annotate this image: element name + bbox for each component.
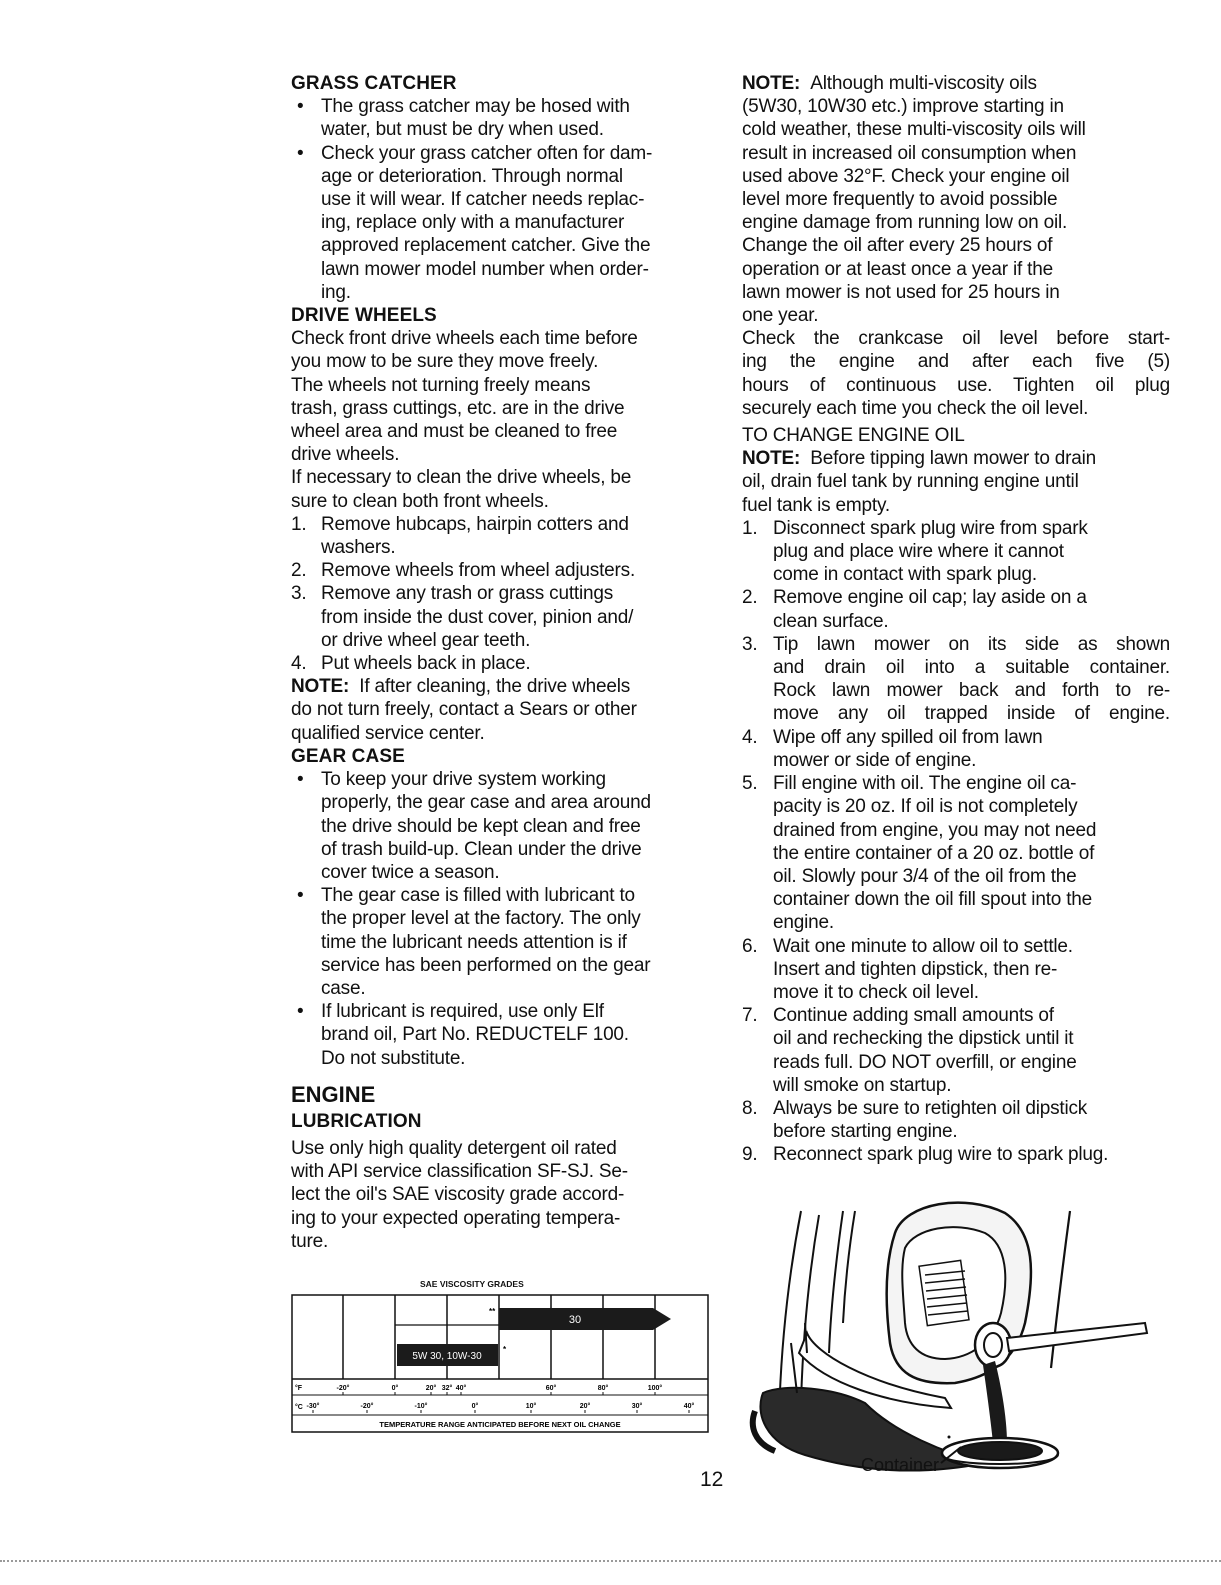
chart-footer: TEMPERATURE RANGE ANTICIPATED BEFORE NEXT OIL CHANGE xyxy=(379,1420,621,1429)
page-bottom-rule xyxy=(0,1560,1221,1562)
c-tick-label: 10° xyxy=(525,1403,537,1410)
text-line: Rock lawn mower back and forth to re- xyxy=(773,680,1170,702)
bar-30-mark: ** xyxy=(489,1307,496,1316)
text-line: Put wheels back in place. xyxy=(321,653,531,675)
text-line: The grass catcher may be hosed with xyxy=(321,96,630,118)
container-label: Container xyxy=(861,1455,940,1475)
text-line: If after cleaning, the drive wheels xyxy=(359,676,631,698)
bar-5w30-label: 5W 30, 10W-30 xyxy=(412,1351,482,1362)
list-item xyxy=(742,1143,1170,1166)
text-line: approved replacement catcher. Give the xyxy=(321,235,651,257)
text-line: time the lubricant needs attention is if xyxy=(321,931,627,953)
text-line: one year. xyxy=(742,305,819,327)
mower-drain-drawing xyxy=(745,1193,1165,1483)
text-line: come in contact with spark plug. xyxy=(773,564,1037,586)
left-column xyxy=(291,72,719,1253)
step-number: 4. xyxy=(291,653,307,675)
list-item xyxy=(742,935,1170,1005)
text-line: with API service classification SF-SJ. Se- xyxy=(291,1161,628,1183)
grass-catcher-bullets xyxy=(291,95,719,304)
list-item xyxy=(291,559,719,582)
text-line: age or deterioration. Through normal xyxy=(321,165,623,187)
text-line: Use only high quality detergent oil rated xyxy=(291,1137,617,1159)
bullet-icon: • xyxy=(297,885,304,907)
c-tick-label: -20° xyxy=(360,1403,374,1410)
text-line: ing the engine and after each five (5) xyxy=(742,351,1170,373)
text-line: securely each time you check the oil level. xyxy=(742,397,1089,419)
step-number: 1. xyxy=(291,513,307,535)
text-line: do not turn freely, contact a Sears or other xyxy=(291,699,637,721)
text-line: oil, drain fuel tank by running engine until xyxy=(742,471,1079,493)
f-tick-label: 32° xyxy=(441,1385,453,1392)
chart-title-text: SAE VISCOSITY GRADES xyxy=(420,1279,524,1289)
step-number: 6. xyxy=(742,935,758,957)
text-line: To keep your drive system working xyxy=(321,769,606,791)
text-line: hours of continuous use. Tighten oil plug xyxy=(742,374,1170,396)
text-line: Check your grass catcher often for dam- xyxy=(321,142,653,164)
bar-30 xyxy=(499,1308,671,1330)
text-line: will smoke on startup. xyxy=(773,1074,952,1096)
text-line: the proper level at the factory. The only xyxy=(321,908,641,930)
text-line: Before tipping lawn mower to drain xyxy=(810,448,1097,470)
list-item xyxy=(291,513,719,559)
text-line: The gear case is filled with lubricant to xyxy=(321,885,635,907)
note-label: NOTE: xyxy=(742,448,801,470)
text-line: use it will wear. If catcher needs replac- xyxy=(321,189,645,211)
text-line: Tip lawn mower on its side as shown xyxy=(773,633,1170,655)
text-line: oil and rechecking the dipstick until it xyxy=(773,1028,1074,1050)
text-line: (5W30, 10W30 etc.) improve starting in xyxy=(742,96,1064,118)
f-tick-label: 20° xyxy=(425,1385,437,1392)
text-line: reads full. DO NOT overfill, or engine xyxy=(773,1051,1077,1073)
step-number: 3. xyxy=(291,583,307,605)
text-line: drained from engine, you may not need xyxy=(773,819,1097,841)
text-line: result in increased oil consumption when xyxy=(742,142,1077,164)
list-item xyxy=(291,652,719,675)
change-oil-heading: TO CHANGE ENGINE OIL xyxy=(742,425,965,447)
text-line: you mow to be sure they move freely. xyxy=(291,351,599,373)
c-tick-label: -10° xyxy=(414,1403,428,1410)
text-line: oil. Slowly pour 3/4 of the oil from the xyxy=(773,865,1077,887)
text-line: qualified service center. xyxy=(291,722,485,744)
text-line: sure to clean both front wheels. xyxy=(291,490,549,512)
step-number: 5. xyxy=(742,773,758,795)
text-line: ing to your expected operating tempera- xyxy=(291,1207,621,1229)
text-line: case. xyxy=(321,977,366,999)
text-line: brand oil, Part No. REDUCTELF 100. xyxy=(321,1024,629,1046)
step-number: 4. xyxy=(742,726,758,748)
text-line: Although multi-viscosity oils xyxy=(810,73,1037,94)
text-line: ing. xyxy=(321,281,351,303)
text-line: Remove any trash or grass cuttings xyxy=(321,583,614,605)
text-line: Always be sure to retighten oil dipstick xyxy=(773,1097,1088,1119)
list-item xyxy=(742,586,1170,632)
text-line: Check the crankcase oil level before start- xyxy=(742,328,1170,350)
f-unit-label: °F xyxy=(295,1385,303,1392)
text-line: Check front drive wheels each time before xyxy=(291,328,638,350)
text-line: Wipe off any spilled oil from lawn xyxy=(773,726,1043,748)
engine-heading: ENGINE xyxy=(291,1081,376,1107)
text-line: service has been performed on the gear xyxy=(321,954,651,976)
text-line: Remove engine oil cap; lay aside on a xyxy=(773,587,1087,609)
drive-wheels-heading: DRIVE WHEELS xyxy=(291,305,437,327)
drive-wheels-body xyxy=(291,327,719,745)
note-line xyxy=(742,72,1170,95)
f-tick-label: 0° xyxy=(391,1385,399,1392)
list-item xyxy=(742,772,1170,934)
bar-30-label: 30 xyxy=(568,1314,582,1326)
step-number: 3. xyxy=(742,633,758,655)
c-tick-label: 0° xyxy=(471,1403,479,1410)
oil-drain-illustration xyxy=(745,1193,1165,1483)
text-line: Disconnect spark plug wire from spark xyxy=(773,517,1088,539)
c-tick-group xyxy=(307,1402,695,1413)
text-line: lect the oil's SAE viscosity grade accord- xyxy=(291,1184,625,1206)
step-number: 8. xyxy=(742,1097,758,1119)
bullet-item xyxy=(291,95,719,141)
text-line: the entire container of a 20 oz. bottle of xyxy=(773,842,1095,864)
list-item xyxy=(742,517,1170,587)
f-tick-label: -20° xyxy=(336,1385,350,1392)
text-line: used above 32°F. Check your engine oil xyxy=(742,165,1070,187)
text-line: Fill engine with oil. The engine oil ca- xyxy=(773,773,1077,795)
text-line: move any oil trapped inside of engine. xyxy=(773,703,1170,725)
f-tick-label: 100° xyxy=(647,1385,663,1392)
bullet-icon: • xyxy=(297,1001,304,1023)
text-line: lawn mower model number when order- xyxy=(321,258,649,280)
text-line: trash, grass cuttings, etc. are in the drive xyxy=(291,397,625,419)
bullet-item xyxy=(291,142,719,304)
text-line: engine. xyxy=(773,912,834,934)
text-line: The wheels not turning freely means xyxy=(291,374,591,396)
bullet-icon: • xyxy=(297,142,304,164)
c-tick-label: 20° xyxy=(579,1403,591,1410)
text-line: Reconnect spark plug wire to spark plug. xyxy=(773,1144,1109,1166)
gear-case-bullets xyxy=(291,768,719,1070)
note-line xyxy=(291,675,719,698)
c-tick-label: 40° xyxy=(683,1403,695,1410)
text-line: drive wheels. xyxy=(291,444,400,466)
list-item xyxy=(742,1004,1170,1097)
f-tick-group xyxy=(337,1384,663,1395)
gear-case-heading: GEAR CASE xyxy=(291,745,405,767)
list-item xyxy=(742,633,1170,726)
c-unit-label: °C xyxy=(295,1404,303,1411)
bullet-item xyxy=(291,1000,719,1070)
text-line: fuel tank is empty. xyxy=(742,494,890,516)
text-line: engine damage from running low on oil. xyxy=(742,212,1068,234)
c-tick-label: 30° xyxy=(631,1403,643,1410)
text-line: water, but must be dry when used. xyxy=(321,119,604,141)
text-line: Do not substitute. xyxy=(321,1047,466,1069)
list-item xyxy=(291,582,719,652)
bullet-item xyxy=(291,884,719,1000)
right-column xyxy=(742,72,1170,1167)
viscosity-chart-svg xyxy=(291,1292,709,1434)
text-line: pacity is 20 oz. If oil is not completely xyxy=(773,796,1078,818)
bullet-icon: • xyxy=(297,769,304,791)
step-number: 1. xyxy=(742,517,758,539)
text-line: Remove hubcaps, hairpin cotters and xyxy=(321,513,629,535)
text-line: clean surface. xyxy=(773,610,889,632)
f-tick-label: 40° xyxy=(455,1385,467,1392)
step-number: 2. xyxy=(742,587,758,609)
lubrication-body xyxy=(291,1137,719,1253)
text-line: properly, the gear case and area around xyxy=(321,792,651,814)
text-line: Wait one minute to allow oil to settle. xyxy=(773,935,1073,957)
text-line: ing, replace only with a manufacturer xyxy=(321,212,625,234)
bar-5w30-mark: * xyxy=(503,1345,507,1354)
lubrication-heading: LUBRICATION xyxy=(291,1110,422,1132)
text-line: cover twice a season. xyxy=(321,861,500,883)
note-label: NOTE: xyxy=(742,73,801,94)
bullet-icon: • xyxy=(297,96,304,118)
bullet-item xyxy=(291,768,719,884)
text-line: Continue adding small amounts of xyxy=(773,1005,1054,1027)
text-line: lawn mower is not used for 25 hours in xyxy=(742,281,1060,303)
grass-catcher-heading: GRASS CATCHER xyxy=(291,73,457,94)
oil-note-block xyxy=(742,72,1170,1167)
text-line: the drive should be kept clean and free xyxy=(321,815,641,837)
text-line: and drain oil into a suitable container. xyxy=(773,657,1170,679)
step-number: 2. xyxy=(291,560,307,582)
text-line: or drive wheel gear teeth. xyxy=(321,629,531,651)
text-line: If lubricant is required, use only Elf xyxy=(321,1001,604,1023)
text-line: container down the oil fill spout into the xyxy=(773,889,1093,911)
text-line: Insert and tighten dipstick, then re- xyxy=(773,958,1058,980)
step-number: 7. xyxy=(742,1005,758,1027)
text-line: washers. xyxy=(321,537,396,559)
text-line: Change the oil after every 25 hours of xyxy=(742,235,1053,257)
text-line: operation or at least once a year if the xyxy=(742,258,1053,280)
text-line: If necessary to clean the drive wheels, be xyxy=(291,467,632,489)
step-number: 9. xyxy=(742,1144,758,1166)
list-item xyxy=(742,1097,1170,1143)
text-line: mower or side of engine. xyxy=(773,749,977,771)
text-line: cold weather, these multi-viscosity oils will xyxy=(742,119,1086,141)
list-item xyxy=(742,726,1170,772)
viscosity-chart xyxy=(291,1292,709,1434)
text-line: move it to check oil level. xyxy=(773,981,979,1003)
note-label: NOTE: xyxy=(291,676,350,698)
text-line: wheel area and must be cleaned to free xyxy=(291,421,618,443)
text-line: from inside the dust cover, pinion and/ xyxy=(321,606,634,628)
text-line: of trash build-up. Clean under the drive xyxy=(321,838,642,860)
page-number: 12 xyxy=(700,1468,724,1491)
note-line xyxy=(742,447,1170,470)
text-line: level more frequently to avoid possible xyxy=(742,189,1058,211)
c-tick-label: -30° xyxy=(306,1403,320,1410)
text-line: plug and place wire where it cannot xyxy=(773,541,1064,563)
text-line: ture. xyxy=(291,1230,329,1252)
text-line: Remove wheels from wheel adjusters. xyxy=(321,560,636,582)
text-line: before starting engine. xyxy=(773,1121,958,1143)
f-tick-label: 60° xyxy=(545,1385,557,1392)
f-tick-label: 80° xyxy=(597,1385,609,1392)
